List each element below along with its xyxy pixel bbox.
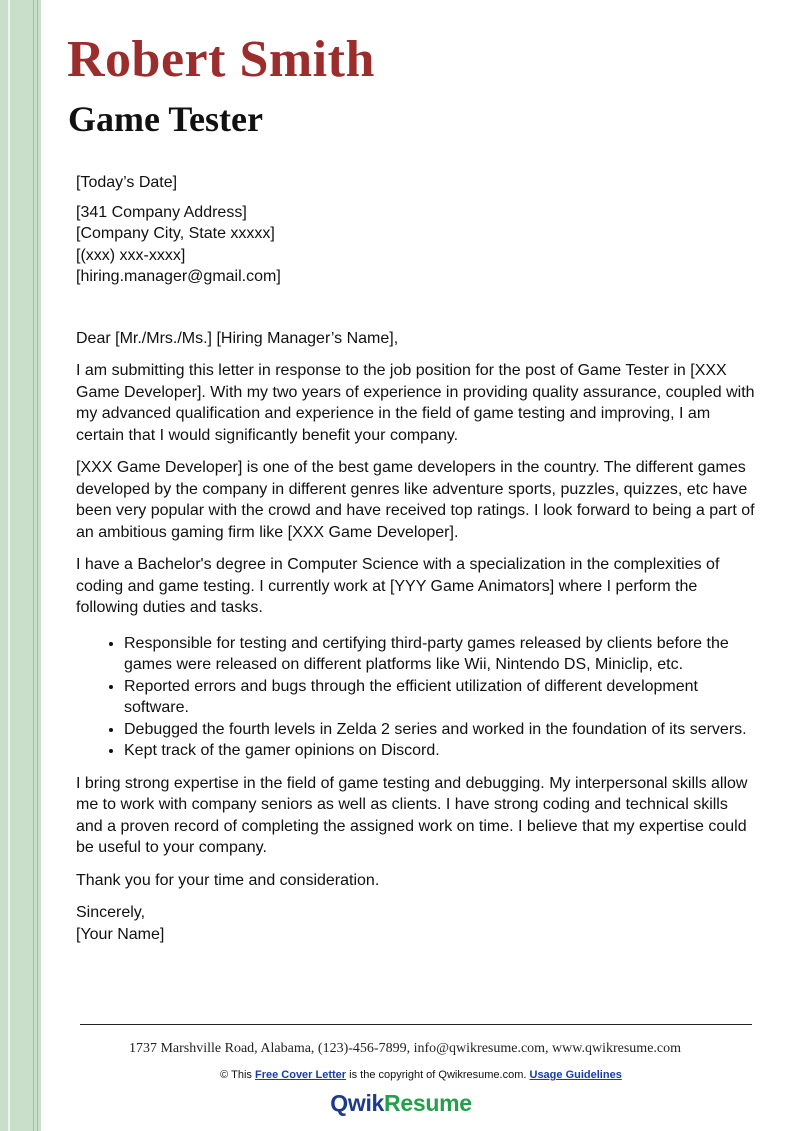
closing-paragraph: I bring strong expertise in the field of game testing and debugging. My interpersonal skills allow me to work with company seniors as well as clients. I have strong coding and technical skills and a proven record of completing the assigned work on time. I believe that my expertise could be useful to your company. bbox=[76, 774, 748, 856]
sidebar-line bbox=[37, 0, 38, 1131]
letter-date: [Today’s Date] bbox=[76, 174, 178, 191]
duties-list bbox=[76, 633, 756, 762]
body-paragraph: I have a Bachelor's degree in Computer Science with a specialization in the complexities of coding and game testing. I currently work at [YYY Game Animators] where I perform the following duties and tasks. bbox=[76, 556, 720, 616]
signoff: Sincerely, bbox=[76, 904, 146, 921]
copyright-middle: is the copyright of Qwikresume.com. bbox=[349, 1069, 527, 1081]
signature: [Your Name] bbox=[76, 925, 165, 943]
qwikresume-logo[interactable] bbox=[0, 1090, 800, 1117]
copyright-notice bbox=[0, 1069, 800, 1081]
list-item: • Kept track of the gamer opinions on Discord. bbox=[124, 740, 756, 762]
address-line: [hiring.manager@gmail.com] bbox=[76, 268, 281, 285]
list-item: • Reported errors and bugs through the efficient utilization of different development software. bbox=[124, 676, 756, 719]
usage-guidelines-link[interactable]: Usage Guidelines bbox=[529, 1069, 622, 1081]
logo-part-qwik: Qwik bbox=[330, 1090, 385, 1116]
footer-contact: 1737 Marshville Road, Alabama, (123)-456-7899, info@qwikresume.com, www.qwikresume.com bbox=[128, 1041, 682, 1056]
address-line: [341 Company Address] bbox=[76, 203, 247, 221]
sidebar-line bbox=[33, 0, 34, 1131]
list-item: • Responsible for testing and certifying third-party games released by clients before the games were released on different platforms like Wii, Nintendo DS, Miniclip, etc. bbox=[124, 633, 756, 676]
address-line: [(xxx) xxx-xxxx] bbox=[76, 246, 186, 264]
address-line: [Company City, State xxxxx] bbox=[76, 225, 275, 242]
copyright-prefix: © This bbox=[220, 1069, 252, 1081]
thanks-line: Thank you for your time and consideration. bbox=[76, 871, 380, 889]
free-cover-letter-link[interactable]: Free Cover Letter bbox=[254, 1069, 347, 1081]
logo-part-resume: Resume bbox=[384, 1090, 472, 1116]
letter-body bbox=[76, 172, 756, 945]
sidebar-line bbox=[8, 0, 10, 1131]
job-title: Game Tester bbox=[68, 99, 263, 139]
list-item: • Debugged the fourth levels in Zelda 2 series and worked in the foundation of its servers. bbox=[124, 719, 756, 741]
decorative-sidebar bbox=[0, 0, 41, 1131]
applicant-name: Robert Smith bbox=[67, 31, 375, 88]
footer-divider bbox=[80, 1024, 752, 1025]
salutation: Dear [Mr./Mrs./Ms.] [Hiring Manager’s Name], bbox=[76, 329, 399, 347]
body-paragraph: [XXX Game Developer] is one of the best game developers in the country. The different games developed by the company in different genres like adventure sports, puzzles, quizzes, etc have been very popular with the crowd and have received top ratings. I look forward to being a part of an ambitious gaming firm like [XXX Game Developer]. bbox=[76, 459, 755, 541]
recipient-address bbox=[76, 202, 756, 288]
body-paragraph: I am submitting this letter in response to the job position for the post of Game Tester in [XXX Game Developer]. With my two years of experience in providing quality assurance, coupled with my advanced qualification and experience in the field of game testing and improving, I am certain that I would significantly benefit your company. bbox=[76, 362, 755, 444]
